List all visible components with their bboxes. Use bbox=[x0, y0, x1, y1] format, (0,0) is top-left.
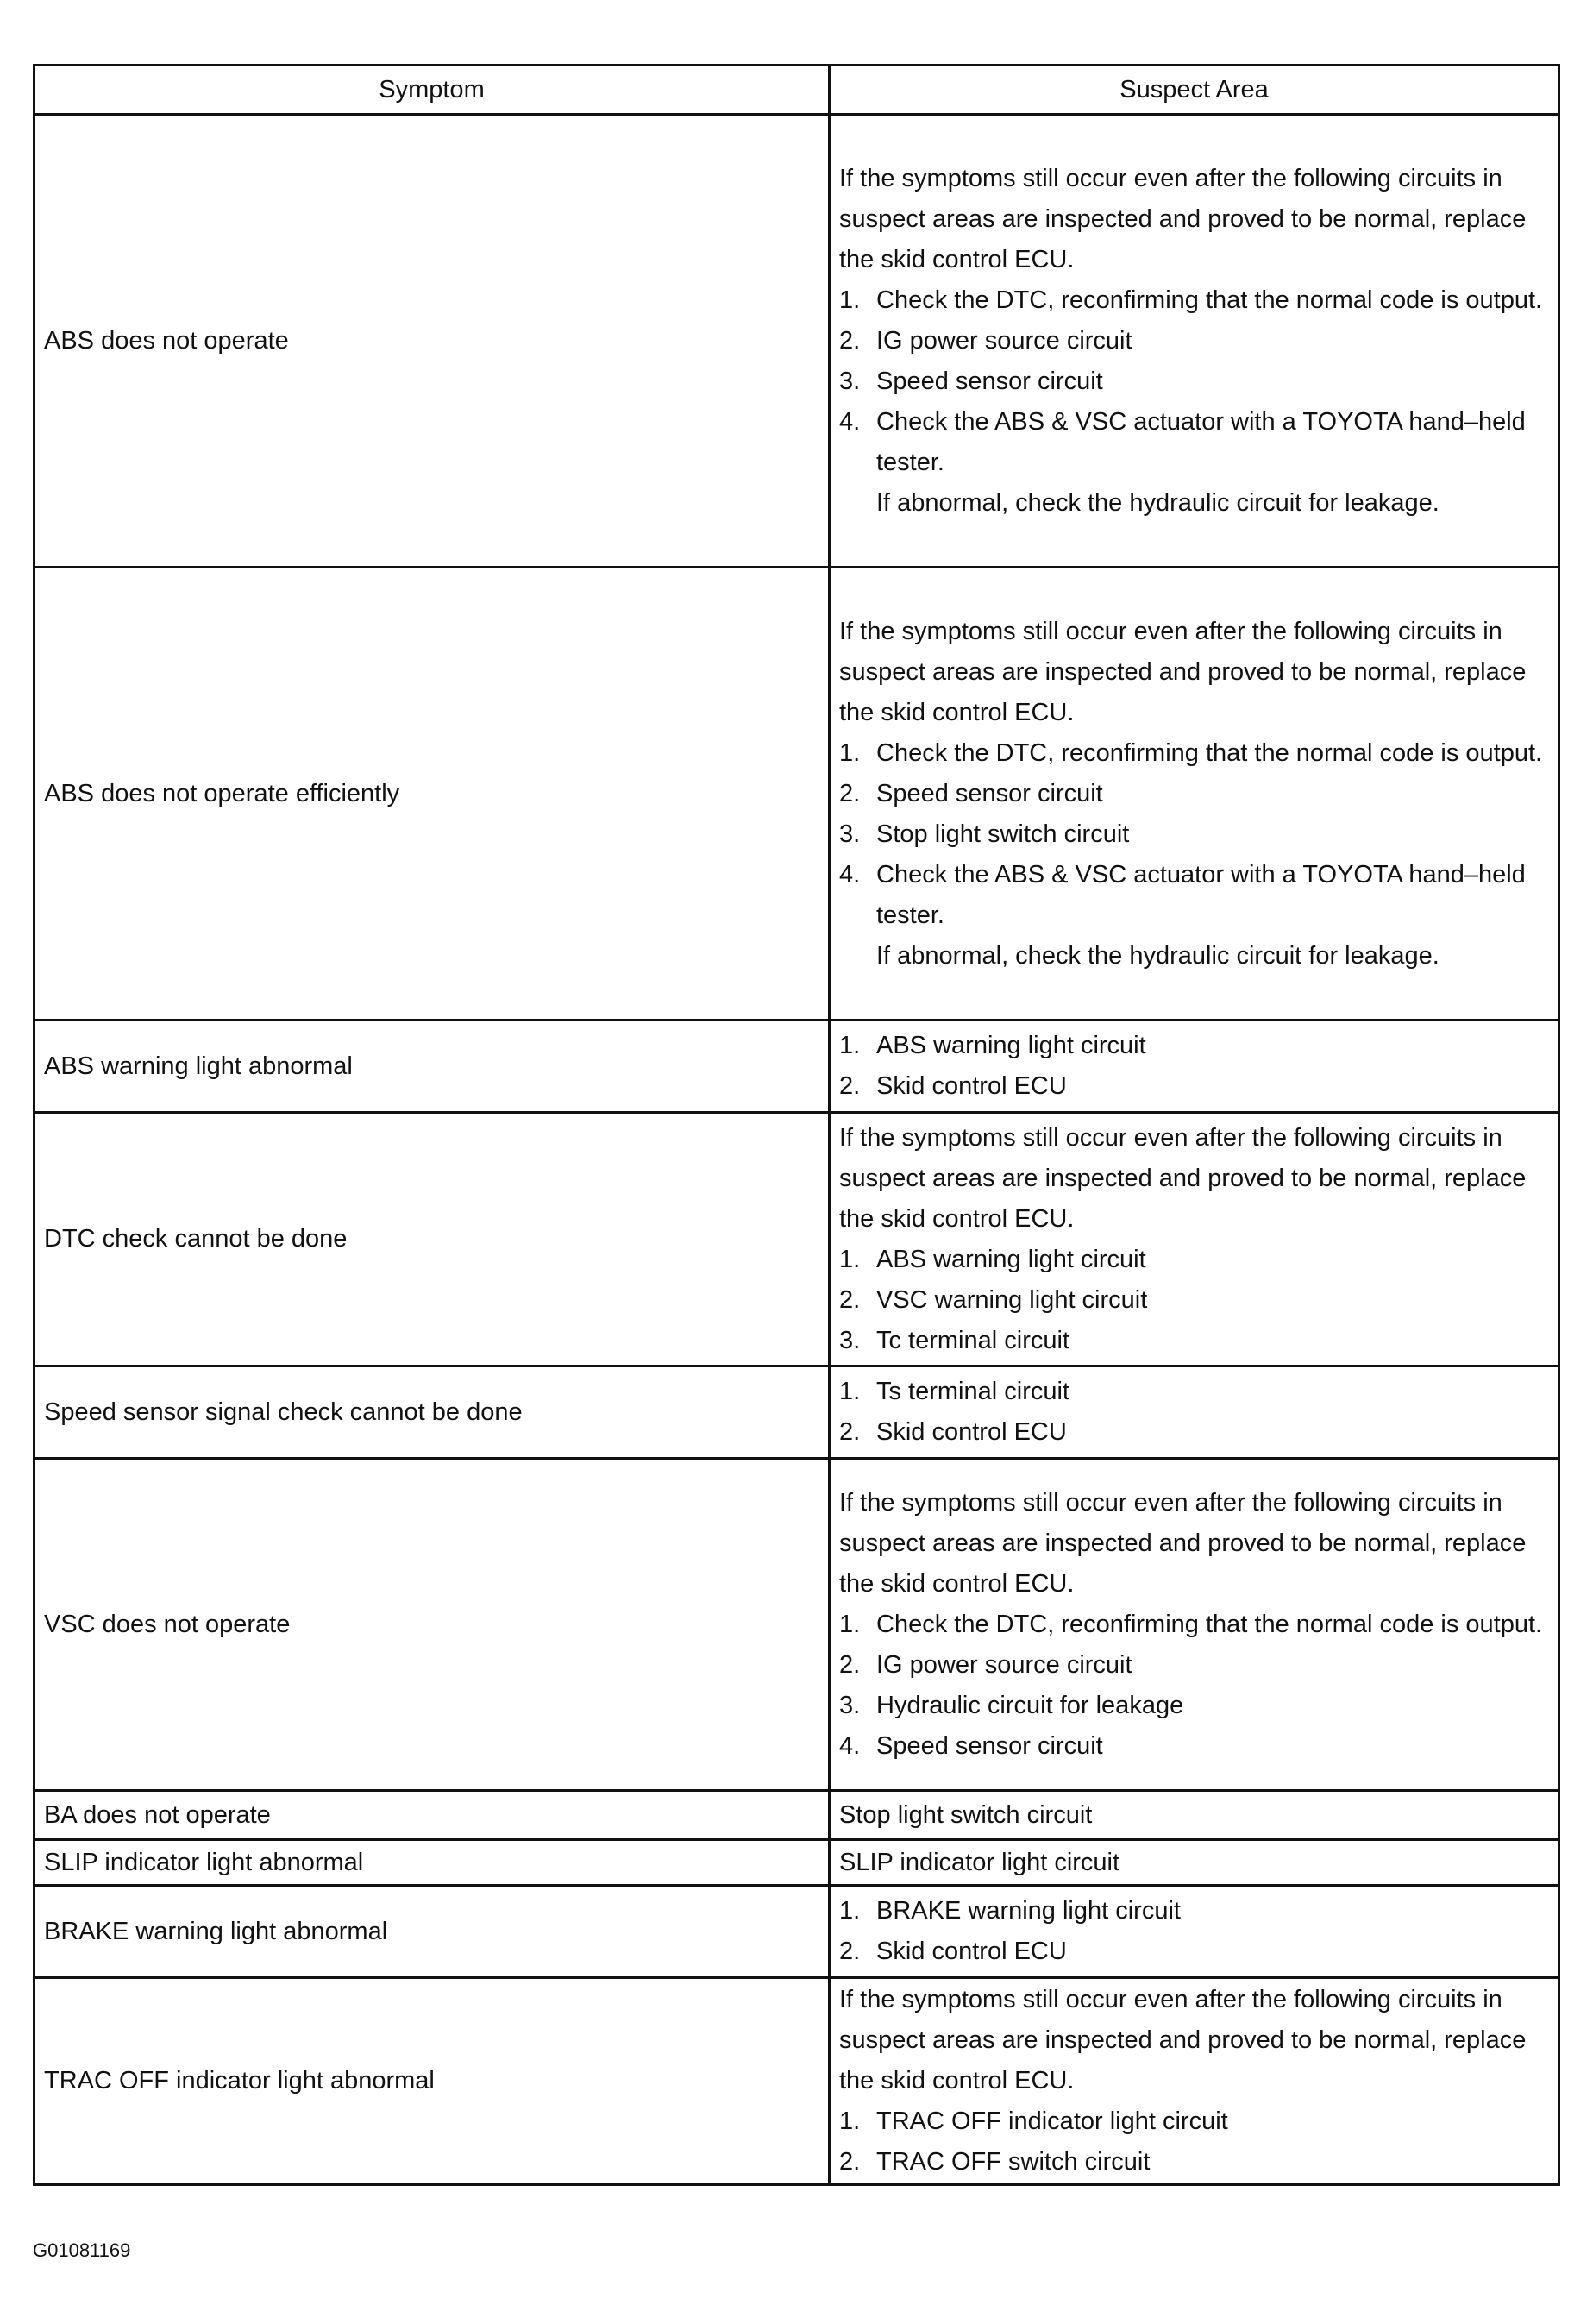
suspect-area-cell bbox=[830, 1366, 1559, 1459]
list-item bbox=[839, 855, 1549, 936]
suspect-area-intro: If the symptoms still occur even after the following circuits in suspect areas are inspected and proved to be normal, replace the skid control ECU. bbox=[839, 617, 1527, 726]
list-item bbox=[839, 1026, 1549, 1066]
list-item-text: IG power source circuit bbox=[876, 1650, 1132, 1679]
list-item-number: 1. bbox=[839, 1897, 861, 1925]
suspect-area-intro: If the symptoms still occur even after the following circuits in suspect areas are inspected and proved to be normal, replace the skid control ECU. bbox=[839, 1986, 1527, 2095]
symptom-cell: BA does not operate bbox=[34, 1791, 830, 1840]
symptom-cell: DTC check cannot be done bbox=[34, 1113, 830, 1366]
list-item-text: TRAC OFF switch circuit bbox=[876, 2148, 1151, 2176]
list-item bbox=[839, 1240, 1549, 1280]
list-item-number: 1. bbox=[839, 1245, 861, 1273]
header-row bbox=[34, 66, 1559, 115]
list-item bbox=[839, 361, 1549, 402]
list-item-text: Speed sensor circuit bbox=[876, 1731, 1103, 1760]
list-item-number: 2. bbox=[839, 779, 861, 807]
list-item-number: 1. bbox=[839, 2107, 861, 2135]
list-item-number: 4. bbox=[839, 860, 861, 889]
table-row bbox=[34, 1978, 1559, 2185]
list-item bbox=[839, 1372, 1549, 1412]
list-item-text: BRAKE warning light circuit bbox=[876, 1897, 1181, 1925]
suspect-area-cell: Stop light switch circuit bbox=[830, 1791, 1559, 1840]
list-item bbox=[839, 1321, 1549, 1361]
list-item-text: Hydraulic circuit for leakage bbox=[876, 1691, 1184, 1719]
table-row bbox=[34, 1791, 1559, 1840]
list-item-text: Check the DTC, reconfirming that the normal code is output. bbox=[876, 286, 1543, 314]
list-item-text: Skid control ECU bbox=[876, 1418, 1067, 1446]
symptom-cell: ABS does not operate efficiently bbox=[34, 568, 830, 1021]
list-item-text: Speed sensor circuit bbox=[876, 779, 1103, 807]
suspect-area-intro: If the symptoms still occur even after the following circuits in suspect areas are inspected and proved to be normal, replace the skid control ECU. bbox=[839, 164, 1527, 273]
list-item bbox=[839, 814, 1549, 855]
list-item bbox=[839, 1066, 1549, 1107]
table-row bbox=[34, 1886, 1559, 1978]
table-row bbox=[34, 1840, 1559, 1886]
list-item-text: ABS warning light circuit bbox=[876, 1245, 1146, 1273]
list-item-text: Skid control ECU bbox=[876, 1938, 1067, 1965]
suspect-area-list bbox=[839, 1372, 1549, 1453]
list-item-text: Speed sensor circuit bbox=[876, 367, 1103, 395]
list-item-number: 2. bbox=[839, 1650, 861, 1679]
symptom-cell: ABS does not operate bbox=[34, 115, 830, 568]
symptom-cell: SLIP indicator light abnormal bbox=[34, 1840, 830, 1886]
list-item bbox=[839, 1645, 1549, 1686]
list-item-text: Stop light switch circuit bbox=[876, 820, 1130, 848]
suspect-area-list bbox=[839, 733, 1549, 977]
list-item bbox=[839, 1605, 1549, 1645]
list-item-number: 3. bbox=[839, 1326, 861, 1354]
list-item bbox=[839, 2142, 1549, 2183]
suspect-area-intro: If the symptoms still occur even after the following circuits in suspect areas are inspected and proved to be normal, replace the skid control ECU. bbox=[839, 1123, 1527, 1233]
list-item bbox=[839, 1931, 1549, 1972]
symptom-column-header: Symptom bbox=[34, 66, 830, 115]
symptom-cell: VSC does not operate bbox=[34, 1459, 830, 1791]
list-item-number: 1. bbox=[839, 1032, 861, 1059]
list-item-text: ABS warning light circuit bbox=[876, 1032, 1146, 1059]
list-item bbox=[839, 1726, 1549, 1767]
table-row bbox=[34, 1113, 1559, 1366]
list-item bbox=[839, 1686, 1549, 1726]
table-row bbox=[34, 1021, 1559, 1113]
list-item-note: If abnormal, check the hydraulic circuit for leakage. bbox=[876, 488, 1439, 517]
suspect-area-list bbox=[839, 280, 1549, 524]
list-item-text: Tc terminal circuit bbox=[876, 1326, 1069, 1354]
list-item bbox=[839, 321, 1549, 361]
list-item-number: 1. bbox=[839, 1610, 861, 1638]
list-item bbox=[839, 402, 1549, 483]
list-item-text: Ts terminal circuit bbox=[876, 1378, 1069, 1405]
suspect-area-intro: If the symptoms still occur even after the following circuits in suspect areas are inspected and proved to be normal, replace the skid control ECU. bbox=[839, 1488, 1527, 1598]
list-item-text: Check the DTC, reconfirming that the normal code is output. bbox=[876, 1610, 1543, 1638]
list-item-number: 4. bbox=[839, 407, 861, 436]
symptom-cell: Speed sensor signal check cannot be done bbox=[34, 1366, 830, 1459]
list-item-number: 2. bbox=[839, 326, 861, 355]
list-item-number: 2. bbox=[839, 1285, 861, 1314]
list-item bbox=[839, 1280, 1549, 1321]
suspect-area-cell: SLIP indicator light circuit bbox=[830, 1840, 1559, 1886]
list-item-number: 1. bbox=[839, 286, 861, 314]
symptom-cell: TRAC OFF indicator light abnormal bbox=[34, 1978, 830, 2185]
list-item bbox=[839, 280, 1549, 321]
list-item-number: 4. bbox=[839, 1731, 861, 1760]
suspect-area-list bbox=[839, 1891, 1549, 1972]
suspect-area-cell bbox=[830, 1021, 1559, 1113]
list-item-number: 3. bbox=[839, 820, 861, 848]
symptom-cell: ABS warning light abnormal bbox=[34, 1021, 830, 1113]
list-item bbox=[839, 733, 1549, 774]
symptom-cell: BRAKE warning light abnormal bbox=[34, 1886, 830, 1978]
suspect-area-cell bbox=[830, 568, 1559, 1021]
list-item-text: Check the ABS & VSC actuator with a TOYOTA hand–held tester. bbox=[876, 860, 1526, 929]
list-item bbox=[839, 1412, 1549, 1453]
suspect-area-cell bbox=[830, 1113, 1559, 1366]
list-item-number: 2. bbox=[839, 2148, 861, 2176]
list-item-text: Check the DTC, reconfirming that the normal code is output. bbox=[876, 738, 1543, 767]
figure-code: G01081169 bbox=[33, 2239, 131, 2261]
suspect-area-list bbox=[839, 2101, 1549, 2183]
list-item-text: Check the ABS & VSC actuator with a TOYOTA hand–held tester. bbox=[876, 407, 1526, 476]
table-body bbox=[34, 115, 1559, 2185]
table-row bbox=[34, 568, 1559, 1021]
suspect-area-cell bbox=[830, 1459, 1559, 1791]
list-item-number: 1. bbox=[839, 738, 861, 767]
list-item-text: IG power source circuit bbox=[876, 326, 1132, 355]
list-item-text: Skid control ECU bbox=[876, 1072, 1067, 1100]
list-item-note: If abnormal, check the hydraulic circuit for leakage. bbox=[876, 941, 1439, 970]
list-item bbox=[839, 774, 1549, 814]
list-item-text: VSC warning light circuit bbox=[876, 1285, 1148, 1314]
suspect-area-cell bbox=[830, 1886, 1559, 1978]
list-item bbox=[839, 1891, 1549, 1931]
suspect-area-column-header: Suspect Area bbox=[830, 66, 1559, 115]
list-item-text: TRAC OFF indicator light circuit bbox=[876, 2107, 1228, 2135]
list-item-number: 3. bbox=[839, 1691, 861, 1719]
suspect-area-list bbox=[839, 1026, 1549, 1107]
list-item-number: 3. bbox=[839, 367, 861, 395]
list-item-number: 2. bbox=[839, 1938, 861, 1965]
suspect-area-cell bbox=[830, 1978, 1559, 2185]
list-item-number: 2. bbox=[839, 1072, 861, 1100]
table-row bbox=[34, 115, 1559, 568]
suspect-area-list bbox=[839, 1240, 1549, 1361]
table-row bbox=[34, 1459, 1559, 1791]
suspect-area-list bbox=[839, 1605, 1549, 1767]
table-row bbox=[34, 1366, 1559, 1459]
troubleshooting-table bbox=[33, 64, 1560, 2186]
list-item-number: 2. bbox=[839, 1418, 861, 1446]
list-item bbox=[839, 2101, 1549, 2142]
suspect-area-cell bbox=[830, 115, 1559, 568]
list-item-number: 1. bbox=[839, 1378, 861, 1405]
